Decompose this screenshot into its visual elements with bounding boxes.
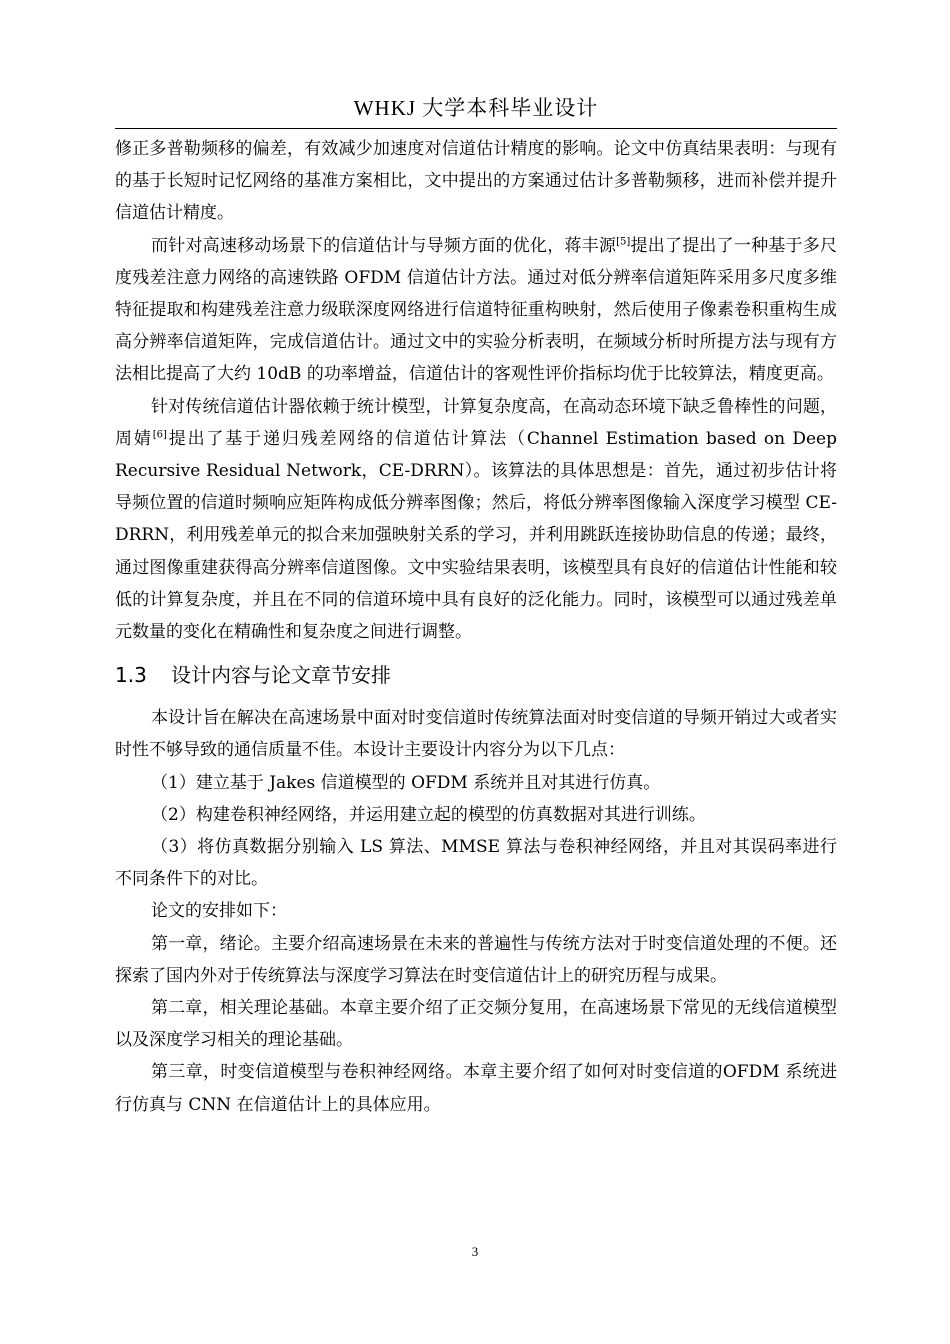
- list-item: （3）将仿真数据分别输入 LS 算法、MMSE 算法与卷积神经网络，并且对其误码率进行不同条件下的对比。: [115, 837, 837, 890]
- list-item: （1）建立基于 Jakes 信道模型的 OFDM 系统并且对其进行仿真。: [151, 772, 661, 793]
- page-header-title: WHKJ 大学本科毕业设计: [353, 96, 599, 120]
- chapter-summary: 第二章，相关理论基础。本章主要介绍了正交频分复用，在高速场景下常见的无线信道模型以及深度学习相关的理论基础。: [115, 998, 837, 1051]
- section-title: 设计内容与论文章节安排: [171, 663, 391, 688]
- paragraph: 本设计旨在解决在高速场景中面对时变信道时传统算法面对时变信道的导频开销过大或者实时性不够导致的通信质量不佳。本设计主要设计内容分为以下几点：: [115, 708, 837, 761]
- paragraph-text: 提出了基于递归残差网络的信道估计算法（Channel Estimation based on Deep Recursive Residual Network，CE-DRRN）。该算法的具体思想是：首先，通过初步估计将导频位置的信道时频响应矩阵构成低分辨率图像；然后，将低分辨率图像输入深度学习模型 CE-DRRN，利用残差单元的拟合来加强映射关系的学习，并利用跳跃连接协助信息的传递；最终，通过图像重建获得高分辨率信道图像。文中实验结果表明，该模型具有良好的信道估计性能和较低的计算复杂度，并且在不同的信道环境中具有良好的泛化能力。同时，该模型可以通过残差单元数量的变化在精确性和复杂度之间进行调整。: [115, 428, 837, 643]
- citation-ref: [5]: [616, 235, 631, 247]
- section-heading: [115, 660, 837, 690]
- list-item: （2）构建卷积神经网络，并运用建立起的模型的仿真数据对其进行训练。: [151, 804, 706, 825]
- paragraph: 论文的安排如下：: [151, 901, 287, 922]
- citation-ref: [6]: [152, 429, 167, 441]
- header-divider: [115, 128, 837, 129]
- page-number: 3: [471, 1244, 479, 1259]
- paragraph-text: 而针对高速移动场景下的信道估计与导频方面的优化，蒋丰源: [151, 235, 617, 256]
- section-number: 1.3: [115, 663, 147, 688]
- paragraph: [115, 391, 837, 649]
- paragraph-text: 针对传统信道估计器依赖于统计模型，计算复杂度高，在高动态环境下缺乏鲁棒性的问题，周婧: [115, 396, 837, 449]
- paragraph: 修正多普勒频移的偏差，有效减少加速度对信道估计精度的影响。论文中仿真结果表明：与现有的基于长短时记忆网络的基准方案相比，文中提出的方案通过估计多普勒频移，进而补偿并提升信道估计精度。: [115, 139, 837, 224]
- paragraph-text: 提出了提出了一种基于多尺度残差注意力网络的高速铁路 OFDM 信道估计方法。通过对低分辨率信道矩阵采用多尺度多维特征提取和构建残差注意力级联深度网络进行信道特征重构映射，然后使用子像素卷积重构生成高分辨率信道矩阵，完成信道估计。通过文中的实验分析表明，在频域分析时所提方法与现有方法相比提高了大约 10dB 的功率增益，信道估计的客观性评价指标均优于比较算法，精度更高。: [115, 235, 838, 385]
- paragraph: [115, 230, 837, 391]
- chapter-summary: 第一章，绪论。主要介绍高速场景在未来的普遍性与传统方法对于时变信道处理的不便。还探索了国内外对于传统算法与深度学习算法在时变信道估计上的研究历程与成果。: [115, 933, 837, 986]
- document-body: [115, 133, 837, 1121]
- chapter-summary: 第三章，时变信道模型与卷积神经网络。本章主要介绍了如何对时变信道的OFDM 系统进行仿真与 CNN 在信道估计上的具体应用。: [115, 1062, 837, 1115]
